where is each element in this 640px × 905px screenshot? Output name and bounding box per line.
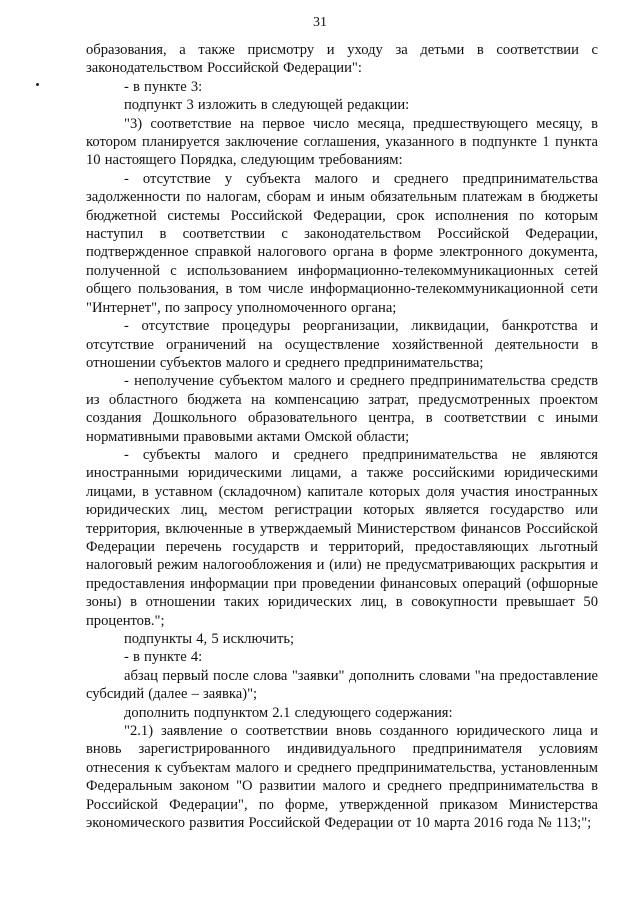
page-number: 31 — [313, 15, 327, 30]
paragraph-add-subpoint-2-1: дополнить подпунктом 2.1 следующего содержания: — [124, 704, 453, 721]
paragraph-item-point-3: - в пункте 3: — [124, 78, 203, 95]
paragraph-subpoint-3-intro: подпункт 3 изложить в следующей редакции: — [124, 97, 410, 114]
paragraph-requirement-no-reorganization: - отсутствие процедуры реорганизации, ликвидации, банкротства и отсутствие ограничений на осуществление хозяйственной деятельности в отношении субъектов малого и среднего предпринимательства; — [86, 318, 598, 371]
paragraph-requirement-no-debt: - отсутствие у субъекта малого и среднего предпринимательства задолженности по налогам, сборам и иным обязательным платежам в бюджеты бюджетной системы Российской Федерации, срок исполнения по которым наступил в соответствии с законодательством Российской Федерации, подтвержденное справкой налогового органа в форме электронного документа, полученной с использованием информационно-телекоммуникационных сетей общего пользования, в том числе информационно-телекоммуникационной сети "Интернет", по запросу уполномоченного органа; — [86, 170, 598, 316]
paragraph-requirement-not-foreign: - субъекты малого и среднего предпринимательства не являются иностранными юридическими лицами, а также российскими юридическими лицами, в уставном (складочном) капитале которых доля участия иностранных юридических лиц, местом регистрации которых является государство или территория, включенные в утверждаемый Министерством финансов Российской Федерации перечень государств и территорий, предоставляющих льготный налоговый режим налогообложения и (или) не предусматривающих раскрытия и предоставления информации при проведении финансовых операций (офшорные зоны) в отношении таких юридических лиц, в совокупности превышает 50 процентов."; — [86, 446, 598, 629]
paragraph-exclude-subpoints: подпункты 4, 5 исключить; — [124, 631, 295, 647]
paragraph-subpoint-3-text: "3) соответствие на первое число месяца, предшествующего месяцу, в котором планируется заключение соглашения, указанного в подпункте 1 пункта 10 настоящего Порядка, следующим требованиям: — [86, 115, 598, 169]
stray-dot-mark — [36, 83, 39, 86]
paragraph-continuation: образования, а также присмотру и уходу за детьми в соответствии с законодательством Российской Федерации": — [86, 42, 598, 77]
paragraph-first-abzac: абзац первый после слова "заявки" дополнить словами "на предоставление субсидий (далее – заявка)"; — [86, 667, 598, 703]
document-body — [86, 41, 598, 832]
paragraph-requirement-no-funds: - неполучение субъектом малого и среднего предпринимательства средств из областного бюджета на компенсацию затрат, предусмотренных проектом создания Дошкольного образовательного центра, в соответствии с иными нормативными правовыми актами Омской области; — [86, 373, 598, 445]
paragraph-subpoint-2-1-text: "2.1) заявление о соответствии вновь созданного юридического лица и вновь зарегистрированного индивидуального предпринимателя условиям отнесения к субъектам малого и среднего предпринимательства, установленным Федеральным законом "О развитии малого и среднего предпринимательства в Российской Федерации", по форме, утвержденной приказом Министерства экономического развития Российской Федерации от 10 марта 2016 года № 113;"; — [86, 723, 598, 832]
paragraph-item-point-4: - в пункте 4: — [124, 649, 203, 666]
